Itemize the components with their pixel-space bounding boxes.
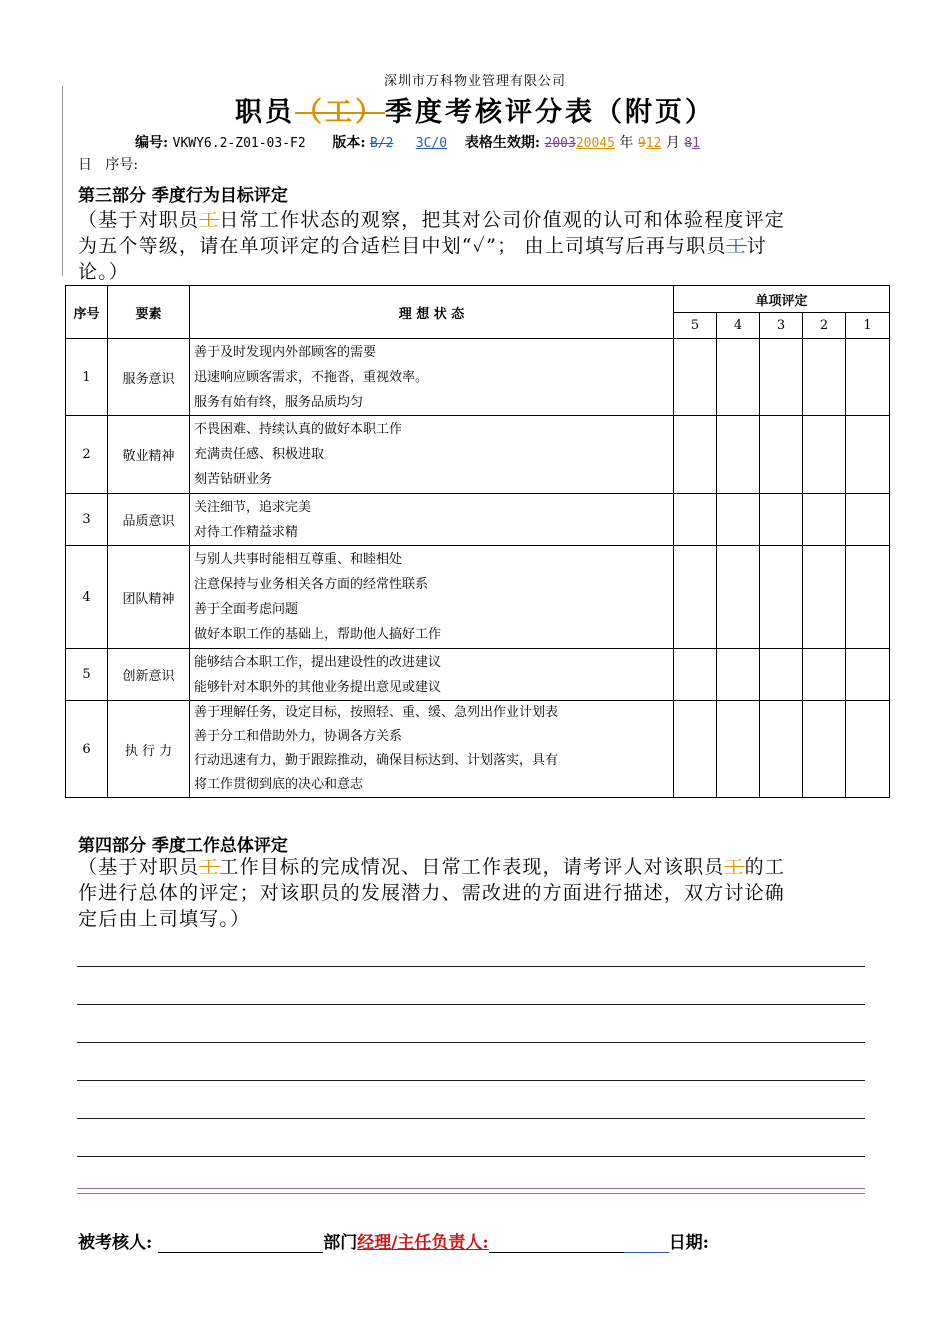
manager-signature-blank-ext[interactable] bbox=[624, 1234, 669, 1253]
rating-cell[interactable] bbox=[803, 701, 846, 798]
row-ideal bbox=[190, 701, 674, 798]
writing-line[interactable] bbox=[77, 1156, 865, 1157]
rating-cell[interactable] bbox=[846, 546, 890, 649]
table-row bbox=[66, 416, 890, 494]
ideal-line: 服务有始有终，服务品质均匀 bbox=[194, 394, 364, 410]
score-1: 1 bbox=[846, 313, 890, 339]
part4-struck-gong: 工 bbox=[199, 856, 220, 878]
version-old: B/2 bbox=[370, 136, 394, 151]
rating-cell[interactable] bbox=[717, 649, 760, 701]
rating-cell[interactable] bbox=[760, 546, 803, 649]
ideal-line: 做好本职工作的基础上，帮助他人搞好工作 bbox=[194, 627, 442, 642]
rating-cell[interactable] bbox=[674, 339, 717, 416]
rating-cell[interactable] bbox=[674, 416, 717, 494]
rating-cell[interactable] bbox=[674, 494, 717, 546]
part3-line2a: 为五个等级，请在单项评定的合适栏目中划“✓”； 由上司填写后再与职员 bbox=[78, 235, 727, 257]
ideal-line: 将工作贯彻到底的决心和意志 bbox=[194, 777, 364, 792]
ideal-line: 与别人共事时能相互尊重、和睦相处 bbox=[194, 552, 403, 567]
version-new: 3C/0 bbox=[415, 136, 448, 151]
month-new: 12 bbox=[645, 136, 662, 151]
part4-instructions bbox=[78, 854, 878, 932]
rating-cell[interactable] bbox=[846, 339, 890, 416]
title-prefix: 职员 bbox=[235, 97, 295, 128]
row-element: 品质意识 bbox=[108, 494, 190, 546]
ideal-line: 不畏困难、持续认真的做好本职工作 bbox=[194, 422, 403, 437]
year-new: 20045 bbox=[575, 136, 615, 151]
page-title bbox=[0, 90, 950, 129]
double-divider bbox=[77, 1188, 865, 1194]
rating-cell[interactable] bbox=[760, 494, 803, 546]
effective-label: 表格生效期: bbox=[464, 135, 541, 151]
part4-line1b: 工作目标的完成情况、日常工作表现，请考评人对该职员 bbox=[219, 856, 725, 878]
form-meta bbox=[135, 132, 700, 152]
ideal-line: 善于理解任务，设定目标，按照轻、重、缓、急列出作业计划表 bbox=[194, 705, 559, 720]
rating-cell[interactable] bbox=[846, 701, 890, 798]
year-unit: 年 bbox=[619, 135, 634, 151]
table-row bbox=[66, 701, 890, 798]
part3-line1b: 日常工作状态的观察，把其对公司价值观的认可和体验程度评定 bbox=[219, 209, 786, 231]
row-no: 3 bbox=[66, 494, 108, 546]
manager-signature-blank[interactable] bbox=[489, 1234, 624, 1253]
rating-cell[interactable] bbox=[760, 339, 803, 416]
row-no: 5 bbox=[66, 649, 108, 701]
ideal-line: 行动迅速有力，勤于跟踪推动，确保目标达到、计划落实，具有 bbox=[194, 753, 559, 768]
part3-line1a: （基于对职员 bbox=[78, 209, 200, 231]
rating-cell[interactable] bbox=[674, 701, 717, 798]
assessee-signature-blank[interactable] bbox=[158, 1234, 323, 1253]
rating-cell[interactable] bbox=[717, 701, 760, 798]
row-ideal bbox=[190, 494, 674, 546]
row-element: 敬业精神 bbox=[108, 416, 190, 494]
rating-cell[interactable] bbox=[760, 416, 803, 494]
part3-line2b: 讨 bbox=[746, 235, 767, 257]
rating-cell[interactable] bbox=[803, 546, 846, 649]
header-rating: 单项评定 bbox=[674, 286, 890, 313]
code-value: VKWY6.2-Z01-03-F2 bbox=[172, 136, 306, 151]
ideal-line: 刻苦钻研业务 bbox=[194, 472, 273, 487]
signature-row bbox=[78, 1228, 709, 1253]
day-new: 1 bbox=[692, 136, 700, 151]
rating-cell[interactable] bbox=[846, 416, 890, 494]
rating-cell[interactable] bbox=[717, 494, 760, 546]
date-label: 日期: bbox=[668, 1233, 709, 1253]
part4-line2: 作进行总体的评定；对该职员的发展潜力、需改进的方面进行描述，双方讨论确 bbox=[78, 882, 786, 904]
day-old: 8 bbox=[684, 136, 693, 151]
row-no: 1 bbox=[66, 339, 108, 416]
title-struck: （工） bbox=[295, 97, 385, 128]
row-no: 4 bbox=[66, 546, 108, 649]
code-label: 编号: bbox=[135, 135, 169, 151]
row-element: 执 行 力 bbox=[108, 701, 190, 798]
writing-line[interactable] bbox=[77, 1118, 865, 1119]
rating-cell[interactable] bbox=[717, 546, 760, 649]
rating-cell[interactable] bbox=[674, 649, 717, 701]
table-row bbox=[66, 494, 890, 546]
header-no: 序号 bbox=[66, 286, 108, 339]
ideal-line: 善于分工和借助外力，协调各方关系 bbox=[194, 729, 403, 744]
rating-cell[interactable] bbox=[846, 494, 890, 546]
score-4: 4 bbox=[717, 313, 760, 339]
part4-struck-gong-2: 工 bbox=[724, 856, 745, 878]
row-no: 2 bbox=[66, 416, 108, 494]
rating-cell[interactable] bbox=[674, 546, 717, 649]
rating-cell[interactable] bbox=[717, 416, 760, 494]
ideal-line: 关注细节，追求完美 bbox=[194, 499, 312, 515]
part3-struck-gong: 工 bbox=[199, 209, 220, 231]
manager-label: 经理/主任负责人: bbox=[357, 1233, 489, 1253]
ideal-line: 迅速响应顾客需求，不拖沓，重视效率。 bbox=[194, 369, 429, 385]
ideal-line: 对待工作精益求精 bbox=[194, 524, 299, 540]
row-element: 团队精神 bbox=[108, 546, 190, 649]
part4-title: 第四部分 季度工作总体评定 bbox=[78, 836, 288, 856]
row-ideal bbox=[190, 339, 674, 416]
writing-line[interactable] bbox=[77, 1004, 865, 1005]
ideal-line: 能够针对本职外的其他业务提出意见或建议 bbox=[194, 679, 442, 695]
part4-line1a: （基于对职员 bbox=[78, 856, 200, 878]
ideal-line: 善于及时发现内外部顾客的需要 bbox=[194, 344, 377, 360]
month-unit: 月 bbox=[665, 135, 680, 151]
rating-cell[interactable] bbox=[760, 701, 803, 798]
score-5: 5 bbox=[674, 313, 717, 339]
table-row bbox=[66, 339, 890, 416]
rating-cell[interactable] bbox=[803, 494, 846, 546]
rating-cell[interactable] bbox=[803, 649, 846, 701]
part4-line1c: 的工 bbox=[744, 856, 786, 878]
assessee-label: 被考核人: bbox=[78, 1233, 153, 1253]
seq-label: 序号: bbox=[105, 157, 139, 173]
version-label: 版本: bbox=[332, 135, 366, 151]
score-3: 3 bbox=[760, 313, 803, 339]
ideal-line: 充满责任感、积极进取 bbox=[194, 447, 325, 462]
writing-line[interactable] bbox=[77, 966, 865, 967]
row-ideal bbox=[190, 416, 674, 494]
rating-cell[interactable] bbox=[803, 339, 846, 416]
row-ideal bbox=[190, 649, 674, 701]
ideal-line: 注意保持与业务相关各方面的经常性联系 bbox=[194, 577, 429, 592]
year-old: 2003 bbox=[544, 136, 576, 151]
rating-cell[interactable] bbox=[760, 649, 803, 701]
rating-cell[interactable] bbox=[717, 339, 760, 416]
row-ideal bbox=[190, 546, 674, 649]
writing-line[interactable] bbox=[77, 1080, 865, 1081]
day-unit: 日 bbox=[78, 157, 92, 173]
month-old: 9 bbox=[637, 136, 646, 151]
part3-title: 第三部分 季度行为目标评定 bbox=[78, 186, 288, 206]
row-no: 6 bbox=[66, 701, 108, 798]
part3-struck-gong-2: 工 bbox=[726, 235, 747, 257]
company-name: 深圳市万科物业管理有限公司 bbox=[383, 74, 566, 89]
score-2: 2 bbox=[803, 313, 846, 339]
row-element: 服务意识 bbox=[108, 339, 190, 416]
title-main: 季度考核评分表（附页） bbox=[385, 97, 715, 128]
rating-cell[interactable] bbox=[803, 416, 846, 494]
table-row bbox=[66, 546, 890, 649]
part4-line3: 定后由上司填写。） bbox=[78, 908, 251, 930]
header-element: 要素 bbox=[108, 286, 190, 339]
part3-line3: 论。） bbox=[78, 261, 130, 283]
seq-line bbox=[78, 154, 138, 174]
rating-table bbox=[65, 285, 890, 798]
header-ideal: 理 想 状 态 bbox=[190, 286, 674, 339]
dept-label: 部门 bbox=[323, 1233, 358, 1253]
ideal-line: 善于全面考虑问题 bbox=[194, 602, 299, 617]
rating-cell[interactable] bbox=[846, 649, 890, 701]
row-element: 创新意识 bbox=[108, 649, 190, 701]
table-row bbox=[66, 649, 890, 701]
part3-instructions bbox=[78, 207, 878, 285]
writing-line[interactable] bbox=[77, 1042, 865, 1043]
ideal-line: 能够结合本职工作，提出建设性的改进建议 bbox=[194, 654, 442, 670]
